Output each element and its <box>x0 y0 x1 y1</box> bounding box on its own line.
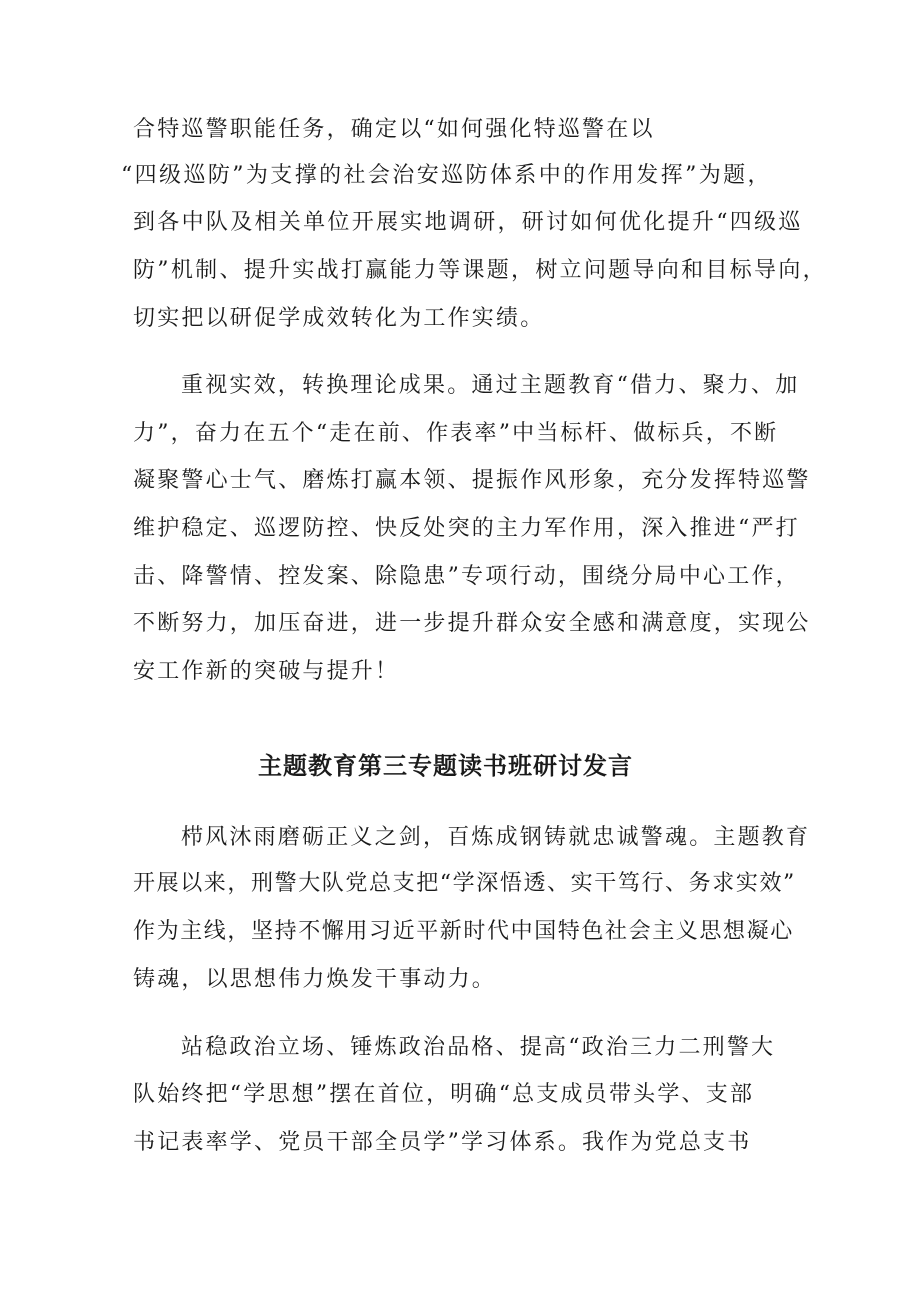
text-line: 栉风沐雨磨砺正义之剑，百炼成钢铸就忠诚警魂。主题教育 <box>181 825 811 850</box>
text-line: 队始终把“学思想”摆在首位，明确“总支成员带头学、支部 <box>133 1082 755 1107</box>
text-line: 击、降警情、控发案、除隐患”专项行动，围绕分局中心工作， <box>133 564 800 589</box>
section-heading: 主题教育第三专题读书班研讨发言 <box>258 752 633 780</box>
text-line: 防”机制、提升实战打赢能力等课题，树立问题导向和目标导向， <box>133 258 827 283</box>
text-line: 站稳政治立场、锤炼政治品格、提高“政治三力二刑警大 <box>181 1035 776 1060</box>
text-line: 切实把以研促学成效转化为工作实绩。 <box>133 306 545 331</box>
text-line: 安工作新的突破与提升！ <box>133 659 400 684</box>
text-line: 不断努力，加压奋进，进一步提升群众安全感和满意度，实现公 <box>133 611 811 636</box>
text-line: 铸魂，以思想伟力焕发干事动力。 <box>133 967 497 992</box>
text-line: 合特巡警职能任务，确定以“如何强化特巡警在以 <box>133 117 655 142</box>
text-line: 作为主线，坚持不懈用习近平新时代中国特色社会主义思想凝心 <box>133 919 794 944</box>
text-line: 维护稳定、巡逻防控、快反处突的主力军作用，深入推进“严打 <box>133 516 800 541</box>
text-line: 力”，奋力在五个“走在前、作表率”中当标杆、做标兵，不断 <box>133 421 779 446</box>
text-line: 到各中队及相关单位开展实地调研，研讨如何优化提升“四级巡 <box>133 210 803 235</box>
text-line: 重视实效，转换理论成果。通过主题教育“借力、聚力、加 <box>181 373 800 398</box>
text-line: 书记表率学、党员干部全员学”学习体系。我作为党总支书 <box>133 1130 752 1155</box>
text-line: “四级巡防”为支撑的社会治安巡防体系中的作用发挥”为题， <box>121 163 772 188</box>
text-line: 凝聚警心士气、磨炼打赢本领、提振作风形象，充分发挥特巡警 <box>133 468 811 493</box>
text-line: 开展以来，刑警大队党总支把“学深悟透、实干笃行、务求实效” <box>133 871 796 896</box>
